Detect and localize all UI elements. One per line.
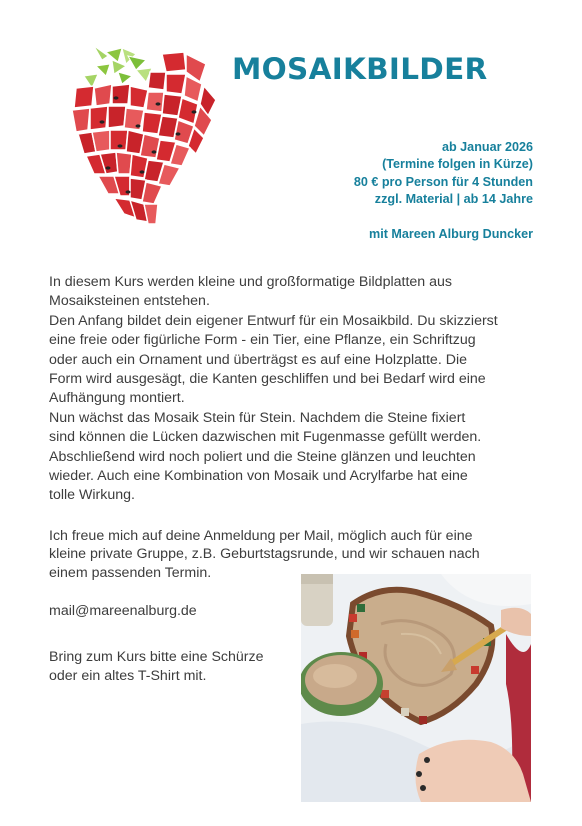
description-line: Abschließend wird noch poliert und die Steine glänzen und leuchten bbox=[49, 448, 476, 465]
description-line: Den Anfang bildet dein eigener Entwurf für ein Mosaikbild. Du skizzierst bbox=[49, 312, 498, 329]
description-line: Nun wächst das Mosaik Stein für Stein. Nachdem die Steine fixiert bbox=[49, 409, 466, 426]
description-line: Mosaiksteinen entstehen. bbox=[49, 293, 210, 310]
page-title: MOSAIKBILDER bbox=[232, 52, 488, 86]
description-line: In diesem Kurs werden kleine und großformatige Bildplatten aus bbox=[49, 274, 452, 290]
course-instructor: mit Mareen Alburg Duncker bbox=[369, 226, 533, 241]
description-line: Aufhängung montiert. bbox=[49, 390, 185, 407]
course-material-age: zzgl. Material | ab 14 Jahre bbox=[374, 192, 533, 207]
apron-line: oder ein altes T-Shirt mit. bbox=[49, 668, 207, 685]
course-details bbox=[273, 139, 533, 243]
course-start-date: ab Januar 2026 bbox=[441, 140, 533, 154]
course-description bbox=[49, 273, 539, 506]
signup-line: kleine private Gruppe, z.B. Geburtstagsrunde, und wir schauen nach bbox=[49, 546, 480, 563]
apron-note bbox=[49, 648, 309, 687]
email-address[interactable]: mail@mareenalburg.de bbox=[49, 603, 197, 619]
course-price: 80 € pro Person für 4 Stunden bbox=[353, 174, 533, 189]
strawberry-mosaic-image bbox=[66, 42, 221, 232]
course-dates-note: (Termine folgen in Kürze) bbox=[382, 157, 533, 172]
signup-line: Ich freue mich auf deine Anmeldung per Mail, möglich auch für eine bbox=[49, 528, 473, 544]
signup-line: einem passenden Termin. bbox=[49, 564, 212, 581]
description-line: eine freie oder figürliche Form - ein Tier, eine Pflanze, ein Schriftzug bbox=[49, 332, 476, 349]
mosaic-grouting-photo bbox=[301, 574, 531, 802]
apron-line: Bring zum Kurs bitte eine Schürze bbox=[49, 649, 264, 665]
description-line: wieder. Auch eine Kombination von Mosaik und Acrylfarbe hat eine bbox=[49, 468, 468, 485]
description-line: Form wird ausgesägt, die Kanten geschliffen und bei Bedarf wird eine bbox=[49, 371, 486, 388]
description-line: oder auch ein Ornament und überträgst es auf eine Holzplatte. Die bbox=[49, 351, 467, 368]
description-line: sind können die Lücken dazwischen mit Fugenmasse gefüllt werden. bbox=[49, 429, 482, 446]
description-line: tolle Wirkung. bbox=[49, 487, 135, 504]
